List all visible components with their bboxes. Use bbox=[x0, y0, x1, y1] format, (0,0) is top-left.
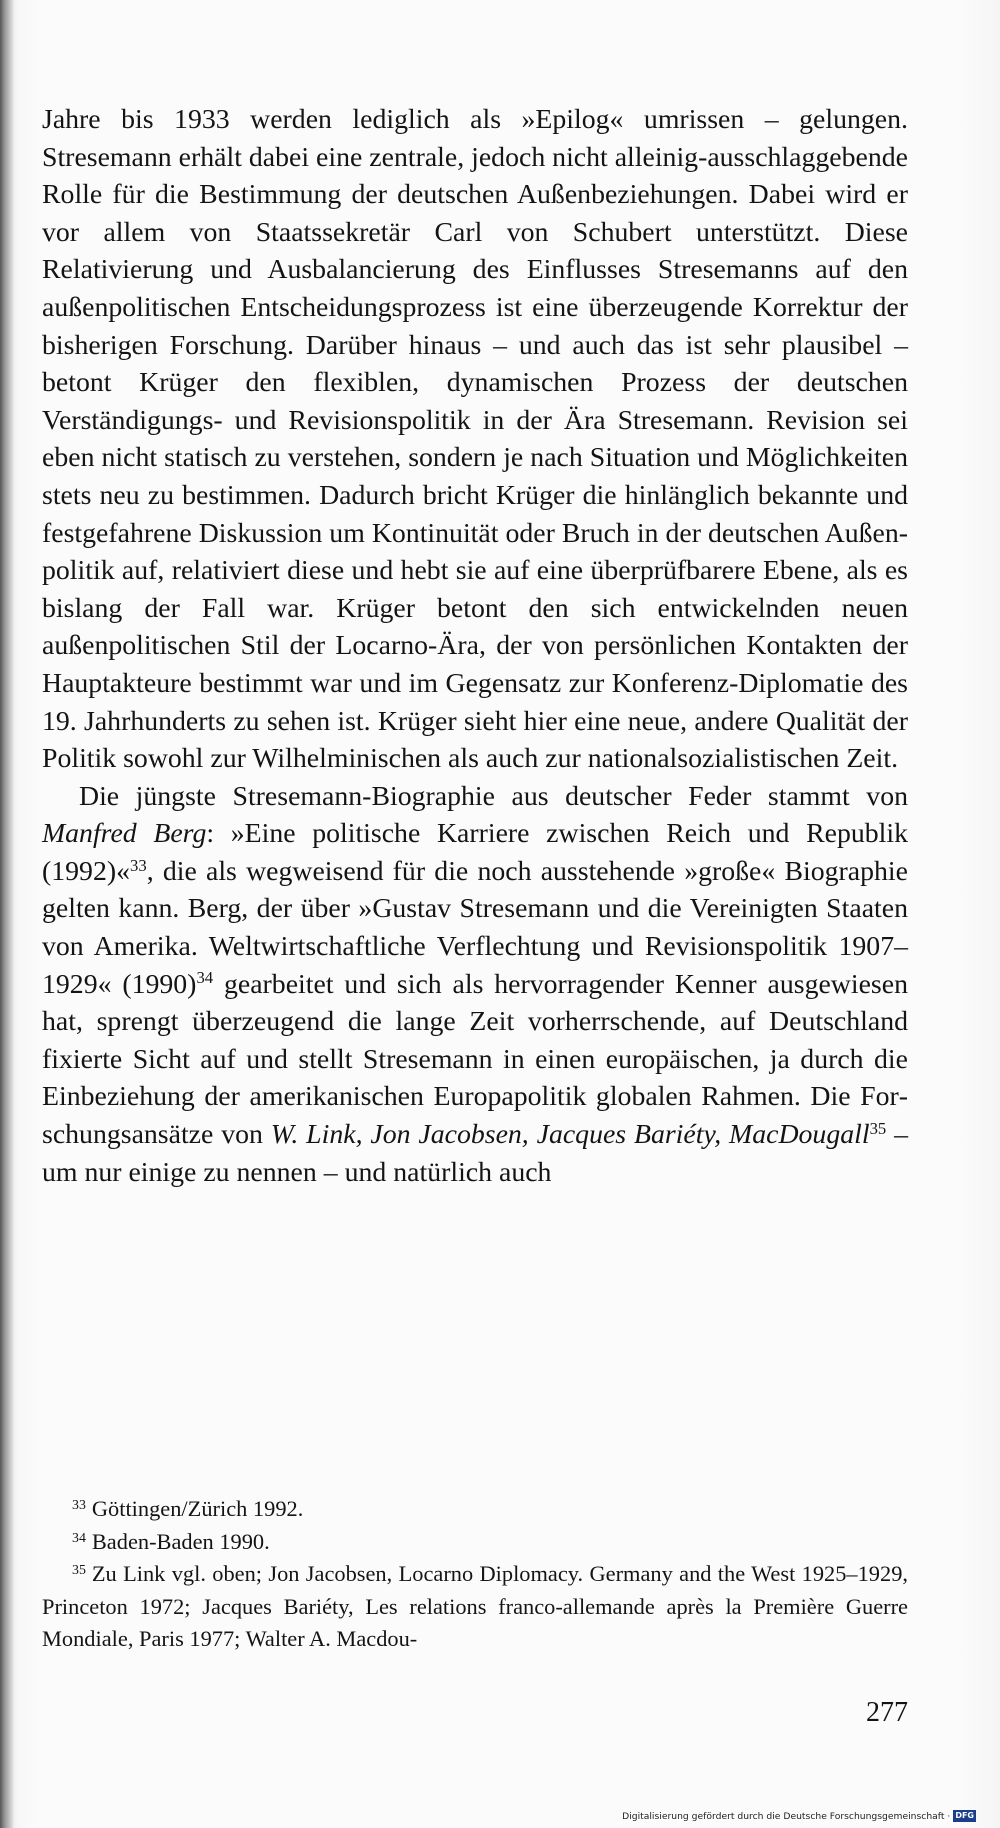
paragraph-text: – um nur einige zu nennen – und natürlich auch bbox=[42, 1119, 909, 1188]
author-name: Manfred Berg bbox=[42, 818, 207, 850]
footnote-number: 34 bbox=[72, 1530, 86, 1546]
footnote bbox=[42, 1558, 908, 1656]
author-names: W. Link, Jon Jacobsen, Jacques Bariéty, MacDougall bbox=[270, 1119, 870, 1151]
dfg-logo-icon: DFG bbox=[955, 1811, 974, 1820]
footnote-reference[interactable]: 34 bbox=[196, 968, 214, 988]
paragraph-text: gearbeitet und sich als hervorragender Kenner ausgewiesen hat, sprengt überzeugend die lange Zeit vorherrschende, auf Deutschland fixierte Sicht auf und stellt Stresemann in einen europäischen, ja durch die Einbeziehung der amerikanischen Europapolitik globalen Rahmen. Die Forschungsansätze von bbox=[42, 968, 908, 1151]
paragraph-text: , die als wegweisend für die noch ausstehende »große« Biographie gelten kann. Berg, der über »Gustav Stresemann und die Vereinigten Staaten von Amerika. Weltwirtschaftliche Verflechtung und Revisionspolitik 1907–1929« (1990) bbox=[42, 855, 908, 1000]
footnote-number: 33 bbox=[72, 1498, 86, 1514]
page-number: 277 bbox=[866, 1697, 908, 1728]
footnotes bbox=[42, 1493, 908, 1656]
footnote-text: Baden-Baden 1990. bbox=[91, 1528, 270, 1554]
footnote-reference[interactable]: 33 bbox=[130, 855, 147, 875]
footnote-number: 35 bbox=[72, 1563, 86, 1579]
paragraph-text: : »Eine politische Karriere zwischen Reich und Republik (1992)« bbox=[42, 818, 908, 887]
paragraph-epilog: Jahre bis 1933 werden lediglich als »Epilog« umrissen – gelungen. Stresemann erhält dabei eine zentrale, jedoch nicht alleinig-ausschlaggebende Rolle für die Bestimmung der deutschen Außenbeziehungen. Dabei wird er vor allem von Staatssekretär Carl von Schubert unterstützt. Diese Relativierung und Ausbalancierung des Einflusses Stresemanns auf den außenpolitischen Entscheidungsprozess ist eine überzeugende Korrektur der bisherigen Forschung. Darüber hinaus – und auch das ist sehr plausibel – betont Krüger den flexiblen, dynamischen Prozess der deutschen Verständigungs- und Revisionspolitik in der Ära Stresemann. Revision sei eben nicht statisch zu verstehen, sondern je nach Situation und Möglichkeiten stets neu zu bestimmen. Dadurch bricht Krüger die hinlänglich bekannte und festgefahrene Diskussion um Kontinuität oder Bruch in der deutschen Außenpolitik auf, relativiert diese und hebt sie auf eine überprüfbarere Ebene, als es bislang der Fall war. Krüger betont den sich entwickelnden neuen außenpolitischen Stil der Locarno-Ära, der von persönlichen Kontakten der Hauptakteure bestimmt war und im Gegensatz zur Konferenz-Diplomatie des 19. Jahrhunderts zu sehen ist. Krüger sieht hier eine neue, andere Qualität der Politik sowohl zur Wilhelminischen als auch zur nationalsozialistischen Zeit. bbox=[42, 104, 908, 775]
digitization-credit-text: Digitalisierung gefördert durch die Deutsche Forschungsgemeinschaft · bbox=[622, 1810, 951, 1822]
paragraph-berg-biography bbox=[42, 778, 908, 1192]
footnote bbox=[42, 1493, 908, 1526]
paragraph-text: Die jüngste Stresemann-Biographie aus deutscher Feder stammt von bbox=[79, 780, 908, 812]
book-gutter-shadow bbox=[0, 0, 14, 1828]
main-text bbox=[42, 101, 908, 1191]
footnote-text: Göttingen/Zürich 1992. bbox=[91, 1496, 304, 1521]
footnote bbox=[42, 1526, 908, 1559]
digitization-credit bbox=[622, 1810, 976, 1822]
footnote-reference[interactable]: 35 bbox=[869, 1118, 887, 1138]
footnote-text: Zu Link vgl. oben; Jon Jacobsen, Locarno Diplomacy. Germany and the West 1925–1929, Princeton 1972; Jacques Bariéty, Les relations franco-allemande après la Première Guerre Mondiale, Paris 1977; Walter A. Macdou- bbox=[42, 1561, 908, 1651]
